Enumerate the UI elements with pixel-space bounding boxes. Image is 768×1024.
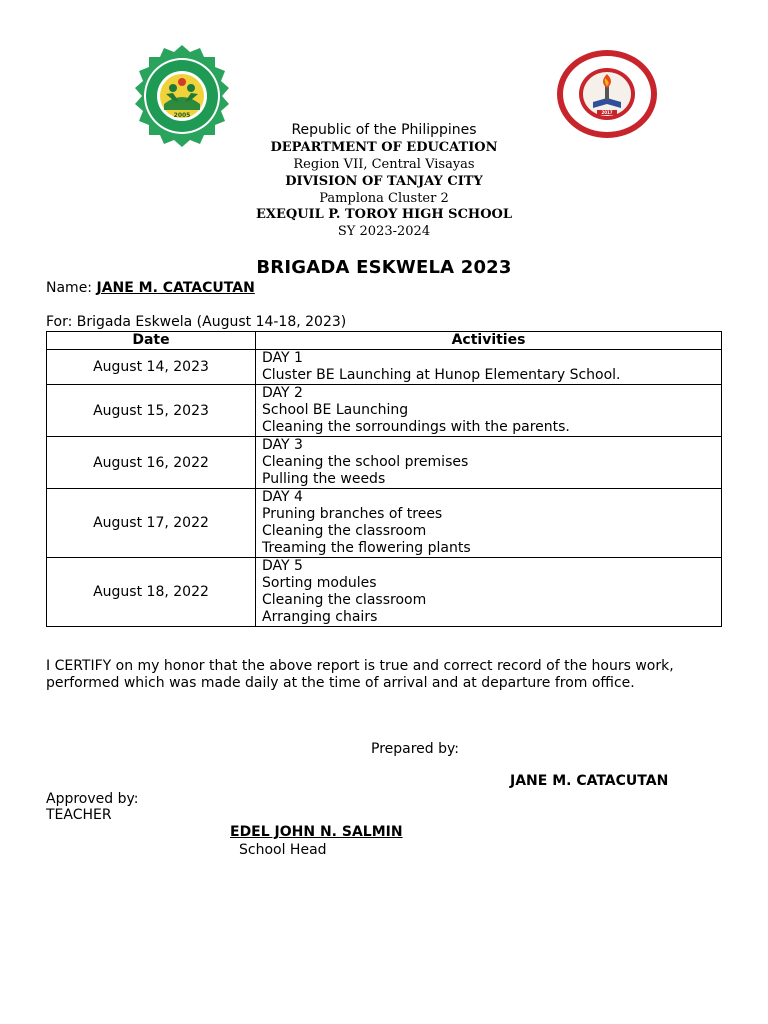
activity-line: School BE Launching: [262, 402, 409, 418]
activities-cell: [256, 558, 722, 627]
table-row: [47, 558, 722, 627]
activity-table: [46, 331, 722, 627]
activity-line: Arranging chairs: [262, 609, 378, 625]
prepared-by-label: Prepared by:: [371, 741, 459, 757]
activities-cell: [256, 489, 722, 558]
header-region: Region VII, Central Visayas: [293, 157, 475, 172]
header-department: DEPARTMENT OF EDUCATION: [270, 140, 498, 155]
date-cell: August 18, 2022: [47, 558, 256, 627]
activity-line: Cleaning the school premises: [262, 454, 469, 470]
activities-cell: [256, 437, 722, 489]
activity-line: DAY 3: [262, 437, 303, 453]
teacher-label: TEACHER: [46, 807, 112, 823]
name-label: Name:: [46, 280, 93, 296]
certification-text: I CERTIFY on my honor that the above report is true and correct record of the hours work, performed which was made daily at the time of arrival and at departure from office.: [46, 658, 674, 691]
header-cluster: Pamplona Cluster 2: [319, 191, 449, 206]
name-line: [46, 280, 255, 297]
activities-column-header: Activities: [256, 332, 722, 350]
date-column-header: Date: [47, 332, 256, 350]
table-row: [47, 350, 722, 385]
approver-title: School Head: [239, 842, 327, 858]
table-header-row: [47, 332, 722, 350]
activity-line: DAY 4: [262, 489, 303, 505]
header-division: DIVISION OF TANJAY CITY: [285, 174, 483, 189]
activity-line: Pruning branches of trees: [262, 506, 443, 522]
svg-text:2005: 2005: [173, 112, 191, 119]
activity-line: DAY 2: [262, 385, 303, 401]
activity-line: DAY 1: [262, 350, 303, 366]
activity-line: Treaming the flowering plants: [262, 540, 471, 556]
activity-line: DAY 5: [262, 558, 303, 574]
name-value: JANE M. CATACUTAN: [96, 280, 255, 296]
activity-line: Pulling the weeds: [262, 471, 386, 487]
page-title: BRIGADA ESKWELA 2023: [256, 257, 512, 278]
header-school-year: SY 2023-2024: [337, 224, 431, 239]
activity-line: Cleaning the classroom: [262, 523, 427, 539]
activity-line: Cleaning the sorroundings with the parents.: [262, 419, 570, 435]
table-row: [47, 489, 722, 558]
activities-cell: [256, 385, 722, 437]
date-cell: August 14, 2023: [47, 350, 256, 385]
activity-line: Cleaning the classroom: [262, 592, 427, 608]
activities-cell: [256, 350, 722, 385]
header-republic: Republic of the Philippines: [291, 122, 477, 138]
table-row: [47, 385, 722, 437]
table-row: [47, 437, 722, 489]
date-cell: August 15, 2023: [47, 385, 256, 437]
header-school: EXEQUIL P. TOROY HIGH SCHOOL: [255, 207, 512, 222]
svg-text:2017: 2017: [601, 110, 613, 115]
activity-line: Cluster BE Launching at Hunop Elementary School.: [262, 367, 621, 383]
date-cell: August 16, 2022: [47, 437, 256, 489]
date-cell: August 17, 2022: [47, 489, 256, 558]
for-line: For: Brigada Eskwela (August 14-18, 2023): [46, 314, 347, 330]
prepared-by-name: JANE M. CATACUTAN: [510, 773, 669, 789]
approver-name: EDEL JOHN N. SALMIN: [230, 824, 403, 840]
approved-by-label: Approved by:: [46, 791, 139, 807]
activity-line: Sorting modules: [262, 575, 377, 591]
